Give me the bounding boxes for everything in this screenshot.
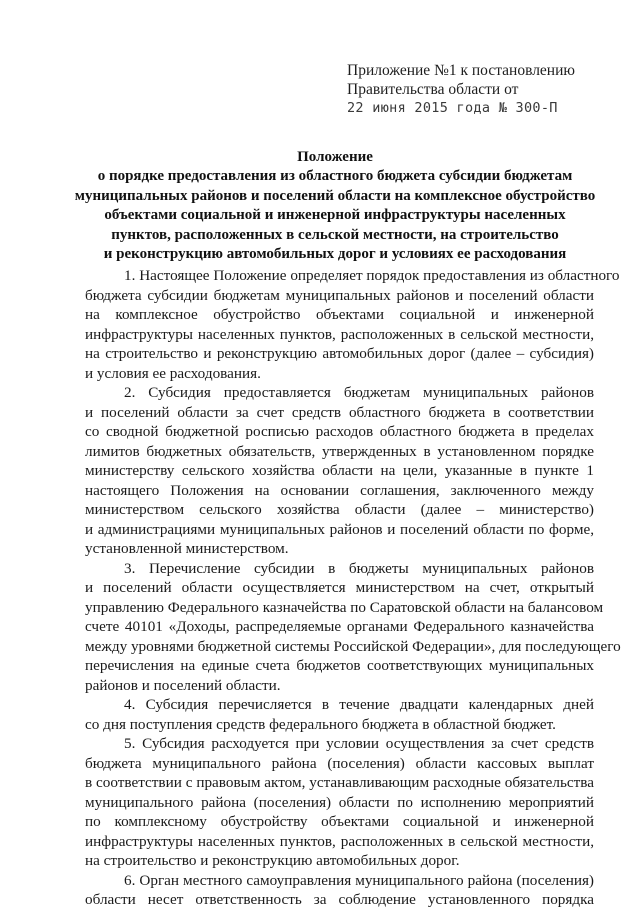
paragraph-line: лимитов бюджетных обязательств, утвержденных в установленном порядке [85, 442, 594, 460]
title-line: о порядке предоставления из областного бюджета субсидии бюджетам [97, 168, 573, 185]
paragraph-1 [85, 266, 620, 383]
appendix-line-2: Правительства области от [347, 81, 519, 98]
title-line: муниципальных районов и поселений области на комплексное обустройство [74, 187, 596, 204]
appendix-line-1: Приложение №1 к постановлению [347, 62, 575, 79]
paragraph-line: установленной министерством. [85, 540, 289, 557]
paragraph-line: на строительство и реконструкцию автомобильных дорог (далее – субсидия) [85, 345, 594, 362]
paragraph-line: настоящего Положения на основании соглашения, заключенного между [85, 481, 594, 499]
appendix-date-stamp: 22 июня 2015 года № 300-П [347, 100, 558, 116]
paragraph-line: муниципального района (поселения) области по исполнению мероприятий [85, 793, 594, 811]
title-line: пунктов, расположенных в сельской местности, на строительство [111, 226, 559, 243]
paragraph-line: со дня поступления средств федерального бюджета в областной бюджет. [85, 715, 556, 733]
paragraph-line: перечисления на единые счета бюджетов соответствующих муниципальных [85, 657, 594, 674]
paragraph-line: в соответствии с правовым актом, устанавливающим расходные обязательства [85, 774, 594, 791]
paragraph-line: 6. Орган местного самоуправления муниципального района (поселения) [124, 871, 594, 889]
paragraph-line: на комплексное обустройство объектами социальной и инженерной [85, 306, 594, 323]
paragraph-line: 2. Субсидия предоставляется бюджетам муниципальных районов [124, 384, 594, 401]
paragraph-line: между уровнями бюджетной системы Российской Федерации», для последующего [85, 637, 621, 655]
paragraph-line: инфраструктуры населенных пунктов, расположенных в сельской местности, [85, 325, 594, 343]
paragraph-line: по комплексному обустройству объектами социальной и инженерной [85, 813, 594, 830]
appendix-header [347, 61, 617, 118]
paragraph-line: и поселений области за счет средств областного бюджета в соответствии [85, 403, 594, 421]
paragraph-line: на строительство и реконструкцию автомобильных дорог. [85, 852, 460, 869]
paragraph-line: со сводной бюджетной росписью расходов областного бюджета в пределах [85, 423, 594, 440]
paragraph-line: и условия ее расходования. [85, 364, 261, 382]
paragraph-line: области несет ответственность за соблюдение установленного порядка [85, 891, 594, 908]
document-title [52, 148, 618, 264]
paragraph-5 [85, 734, 594, 871]
paragraph-line: бюджета муниципального района (поселения) области кассовых выплат [85, 754, 594, 772]
document-body [85, 266, 621, 910]
paragraph-line: 5. Субсидия расходуется при условии осуществления за счет средств [124, 735, 594, 752]
paragraph-line: счете 40101 «Доходы, распределяемые органами Федерального казначейства [85, 618, 594, 635]
title-heading: Положение [297, 149, 373, 165]
paragraph-line: и администрациями муниципальных районов и поселений области по форме, [85, 520, 594, 538]
title-line: и реконструкцию автомобильных дорог и условиях ее расходования [103, 246, 567, 263]
paragraph-line: 1. Настоящее Положение определяет порядок предоставления из областного [124, 267, 620, 284]
paragraph-line: инфраструктуры населенных пунктов, расположенных в сельской местности, [85, 832, 594, 850]
paragraph-line: и поселений области осуществляется министерством на счет, открытый [85, 579, 594, 596]
paragraph-line: управлению Федерального казначейства по Саратовской области на балансовом [85, 598, 604, 616]
paragraph-4 [85, 695, 594, 734]
paragraph-line: министерством сельского хозяйства области (далее – министерство) [85, 501, 594, 518]
paragraph-line: 3. Перечисление субсидии в бюджеты муниципальных районов [124, 559, 594, 577]
paragraph-line: 4. Субсидия перечисляется в течение двадцати календарных дней [124, 696, 594, 713]
paragraph-line: министерству сельского хозяйства области на цели, указанные в пункте 1 [85, 462, 594, 479]
paragraph-line: районов и поселений области. [85, 676, 281, 694]
paragraph-6 [85, 871, 594, 910]
paragraph-3 [85, 559, 621, 696]
paragraph-2 [85, 383, 594, 559]
title-line: объектами социальной и инженерной инфраструктуры населенных [104, 207, 566, 224]
paragraph-line: бюджета субсидии бюджетам муниципальных районов и поселений области [85, 286, 594, 304]
